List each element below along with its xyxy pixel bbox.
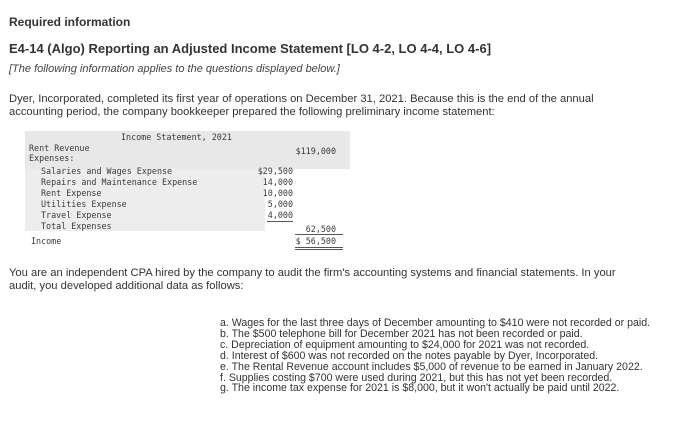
rent-revenue-label: Rent Revenue [29,143,90,153]
statement-heading: Income Statement, 2021 [121,132,232,142]
expense-value: 10,000 [262,188,293,198]
list-item: g. The income tax expense for 2021 is $8,000, but it won't actually be paid until 2022. [220,382,620,395]
total-expenses-label: Total Expenses [41,221,112,231]
expense-label: Utilities Expense [41,199,127,209]
expense-label: Travel Expense [41,210,112,220]
list-item: c. Depreciation of equipment amounting to $24,000 for 2021 was not recorded. [220,338,590,351]
income-label: Income [31,236,62,246]
list-item: e. The Rental Revenue account includes $5,000 of revenue to be earned in January 2022. [220,360,643,373]
expense-subtotal-rule [267,221,293,222]
income-value: $ 56,500 [295,236,336,246]
list-item: f. Supplies costing $700 were used during 2021, but this has not yet been recorded. [220,371,613,384]
list-item: a. Wages for the last three days of December amounting to $410 were not recorded or paid. [220,317,651,329]
audit-findings-list [220,318,650,394]
cpa-line-2: audit, you developed additional data as follows: [9,280,244,292]
expense-value: $29,500 [257,166,293,176]
total-expenses-rule [295,234,343,235]
expense-value: 5,000 [267,199,293,209]
income-double-rule-bottom [295,249,343,250]
list-item: b. The $500 telephone bill for December 2021 has not been recorded or paid. [220,327,583,340]
required-information-heading: Required information [9,15,131,29]
intro-line-1: Dyer, Incorporated, completed its first year of operations on December 31, 2021. Because this is the end of the annual [9,93,594,105]
intro-line-2: accounting period, the company bookkeeper prepared the following preliminary income statement: [9,106,495,118]
intro-paragraph [9,93,594,119]
income-statement-table [25,131,350,249]
expense-value: 4,000 [267,210,293,220]
context-note: [The following information applies to the questions displayed below.] [9,63,340,75]
expense-label: Salaries and Wages Expense [41,166,173,176]
expenses-label: Expenses: [29,153,75,163]
exercise-title: E4-14 (Algo) Reporting an Adjusted Income Statement [LO 4-2, LO 4-4, LO 4-6] [9,41,492,56]
cpa-line-1: You are an independent CPA hired by the company to audit the firm's accounting systems and financial statements. In your [9,267,616,279]
cpa-paragraph [9,267,616,293]
expense-label: Rent Expense [41,188,102,198]
rent-revenue-value: $119,000 [295,146,336,156]
total-expenses-value: 62,500 [305,224,336,234]
list-item: d. Interest of $600 was not recorded on the notes payable by Dyer, Incorporated. [220,349,599,362]
expense-label: Repairs and Maintenance Expense [41,177,198,187]
income-double-rule-top [295,247,343,248]
expense-value: 14,000 [262,177,293,187]
